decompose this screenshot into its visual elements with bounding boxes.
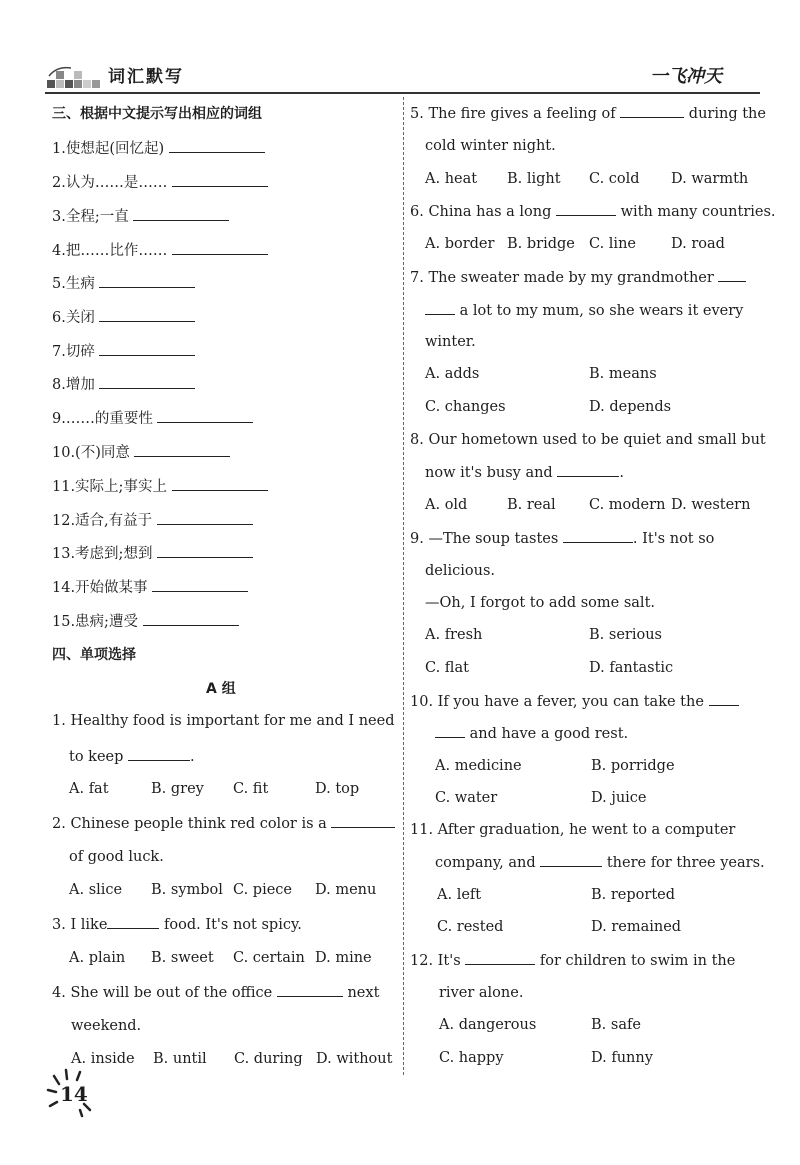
option[interactable]: A. fresh [425,627,483,643]
header-title: 词汇默写 [108,67,184,87]
question-text: 7. The sweater made by my grandmother [410,270,714,286]
question-text: 5. The fire gives a feeling of [410,106,616,122]
vocab-prompt: 9.……的重要性 [52,411,153,427]
question-10-line [435,723,628,744]
vocab-prompt: 11.实际上;事实上 [52,479,167,495]
question-10-line [410,691,739,712]
question-text: to keep [69,749,124,765]
question-7-line: winter. [425,334,476,350]
option[interactable]: C. modern [589,497,666,513]
answer-blank[interactable] [157,510,253,525]
option[interactable]: B. symbol [151,882,223,898]
option[interactable]: B. bridge [507,236,575,252]
section3-heading: 三、根据中文提示写出相应的词组 [52,106,262,122]
question-2-line [52,813,395,834]
header-divider [45,92,760,94]
question-1-line [69,746,195,767]
question-text: now it's busy and [425,465,553,481]
option[interactable]: C. water [435,790,498,806]
answer-blank[interactable] [134,442,230,457]
question-2-line: of good luck. [69,849,164,865]
question-text: there for three years. [606,855,765,871]
vocab-item [52,577,248,598]
vocab-prompt: 1.使想起(回忆起) [52,141,165,157]
option[interactable]: D. warmth [671,171,749,187]
answer-blank[interactable] [277,982,343,997]
question-6-line [410,201,776,222]
option[interactable]: D. remained [591,919,682,935]
vocab-prompt: 7.切碎 [52,344,95,360]
question-text: company, and [435,855,536,871]
option[interactable]: C. rested [437,919,504,935]
option[interactable]: D. mine [315,950,372,966]
vocab-item [52,341,195,362]
option[interactable]: A. old [425,497,468,513]
answer-blank[interactable] [718,267,746,282]
vocab-prompt: 2.认为……是…… [52,175,168,191]
question-7-line [410,267,746,288]
option[interactable]: C. during [234,1051,303,1067]
question-3-line [52,914,302,935]
question-text: 6. China has a long [410,204,552,220]
answer-blank[interactable] [169,138,265,153]
vocab-prompt: 3.全程;一直 [52,209,129,225]
question-9-line [410,528,714,549]
option[interactable]: B. means [589,366,657,382]
question-12-line: river alone. [439,985,524,1001]
option[interactable]: A. medicine [435,758,522,774]
section4-heading: 四、单项选择 [52,647,136,663]
answer-blank[interactable] [143,611,239,626]
option[interactable]: A. inside [71,1051,135,1067]
option[interactable]: D. road [671,236,725,252]
option[interactable]: B. serious [589,627,662,643]
option[interactable]: A. heat [425,171,478,187]
answer-blank[interactable] [133,206,229,221]
option[interactable]: B. safe [591,1017,641,1033]
question-7-line [425,300,743,321]
vocab-prompt: 14.开始做某事 [52,580,148,596]
vocab-prompt: 6.关闭 [52,310,95,326]
question-text: 2. Chinese people think red color is a [52,816,327,832]
vocab-item [52,172,268,193]
question-4-line: weekend. [71,1018,142,1034]
question-text: . [190,749,195,765]
vocab-prompt: 13.考虑到;想到 [52,546,153,562]
question-text: . It's not so [632,531,715,547]
question-text: 10. If you have a fever, you can take the [410,694,704,710]
option[interactable]: D. depends [589,399,672,415]
option[interactable]: A. border [425,236,495,252]
answer-blank[interactable] [99,341,195,356]
vocab-item [52,408,253,429]
option[interactable]: C. fit [233,781,269,797]
answer-blank[interactable] [620,103,684,118]
question-text: 4. She will be out of the office [52,985,273,1001]
vocab-prompt: 10.(不)同意 [52,445,130,461]
option[interactable]: A. dangerous [439,1017,537,1033]
option[interactable]: C. flat [425,660,469,676]
option[interactable]: D. funny [591,1050,653,1066]
question-text: next [347,985,380,1001]
option[interactable]: B. light [507,171,561,187]
option[interactable]: A. adds [425,366,480,382]
group-label: A 组 [206,681,236,697]
answer-blank[interactable] [709,691,739,706]
option[interactable]: C. cold [589,171,640,187]
vocab-prompt: 8.增加 [52,377,95,393]
question-text: 3. I like [52,917,108,933]
answer-blank[interactable] [563,528,633,543]
answer-blank[interactable] [128,746,190,761]
option[interactable]: C. certain [233,950,305,966]
option[interactable]: A. plain [69,950,126,966]
option[interactable]: D. juice [591,790,647,806]
question-8-line [425,462,624,483]
question-1-line: 1. Healthy food is important for me and I need [52,713,395,729]
answer-blank[interactable] [99,307,195,322]
vocab-item [52,476,268,497]
header-brand: 一飞冲天 [650,66,722,87]
vocab-prompt: 4.把……比作…… [52,243,168,259]
option[interactable]: C. changes [425,399,506,415]
page-number: 14 [60,1082,88,1106]
answer-blank[interactable] [557,462,619,477]
answer-blank[interactable] [157,408,253,423]
answer-blank[interactable] [172,476,268,491]
vocab-prompt: 12.适合,有益于 [52,513,153,529]
vocab-item [52,240,268,261]
question-9-line: delicious. [425,563,496,579]
option[interactable]: A. slice [69,882,123,898]
answer-blank[interactable] [465,950,535,965]
option[interactable]: B. until [153,1051,207,1067]
option[interactable]: D. fantastic [589,660,674,676]
column-divider [403,97,404,1075]
question-text: and have a good rest. [469,726,629,742]
vocab-prompt: 15.患病;遭受 [52,614,138,630]
answer-blank[interactable] [152,577,248,592]
vocab-item [52,611,239,632]
option[interactable]: D. without [316,1051,393,1067]
question-11-line: 11. After graduation, he went to a computer [410,822,736,838]
vocab-item [52,138,265,159]
answer-blank[interactable] [107,914,159,929]
answer-blank[interactable] [556,201,616,216]
option[interactable]: B. sweet [151,950,214,966]
answer-blank[interactable] [331,813,395,828]
option[interactable]: B. reported [591,887,676,903]
answer-blank[interactable] [172,240,268,255]
question-12-line [410,950,735,971]
answer-blank[interactable] [425,300,455,315]
option[interactable]: C. line [589,236,636,252]
vocab-item [52,510,253,531]
vocab-item [52,206,229,227]
vocab-prompt: 5.生病 [52,276,95,292]
question-text: 9. —The soup tastes [410,531,559,547]
option[interactable]: A. fat [69,781,109,797]
vocab-item [52,374,195,395]
header-decoration-icon [47,66,103,92]
vocab-item [52,543,253,564]
question-text: a lot to my mum, so she wears it every [459,303,744,319]
option[interactable]: C. piece [233,882,292,898]
answer-blank[interactable] [172,172,268,187]
question-text: with many countries. [620,204,776,220]
vocab-item [52,273,195,294]
question-text: food. It's not spicy. [164,917,302,933]
question-text: . [619,465,624,481]
option[interactable]: C. happy [439,1050,504,1066]
question-8-line: 8. Our hometown used to be quiet and small but [410,432,766,448]
question-11-line [435,852,765,873]
option[interactable]: B. grey [151,781,204,797]
option[interactable]: A. left [437,887,482,903]
vocab-item [52,442,230,463]
vocab-item [52,307,195,328]
question-text: 12. It's [410,953,461,969]
question-5-line: cold winter night. [425,138,556,154]
option[interactable]: B. real [507,497,556,513]
question-4-line [52,982,379,1003]
option[interactable]: D. western [671,497,751,513]
question-text: during the [688,106,766,122]
answer-blank[interactable] [157,543,253,558]
question-9-line: —Oh, I forgot to add some salt. [425,595,656,611]
option[interactable]: B. porridge [591,758,675,774]
option[interactable]: D. top [315,781,360,797]
answer-blank[interactable] [99,273,195,288]
option[interactable]: D. menu [315,882,377,898]
question-5-line [410,103,766,124]
answer-blank[interactable] [99,374,195,389]
answer-blank[interactable] [435,723,465,738]
answer-blank[interactable] [540,852,602,867]
question-text: for children to swim in the [539,953,736,969]
